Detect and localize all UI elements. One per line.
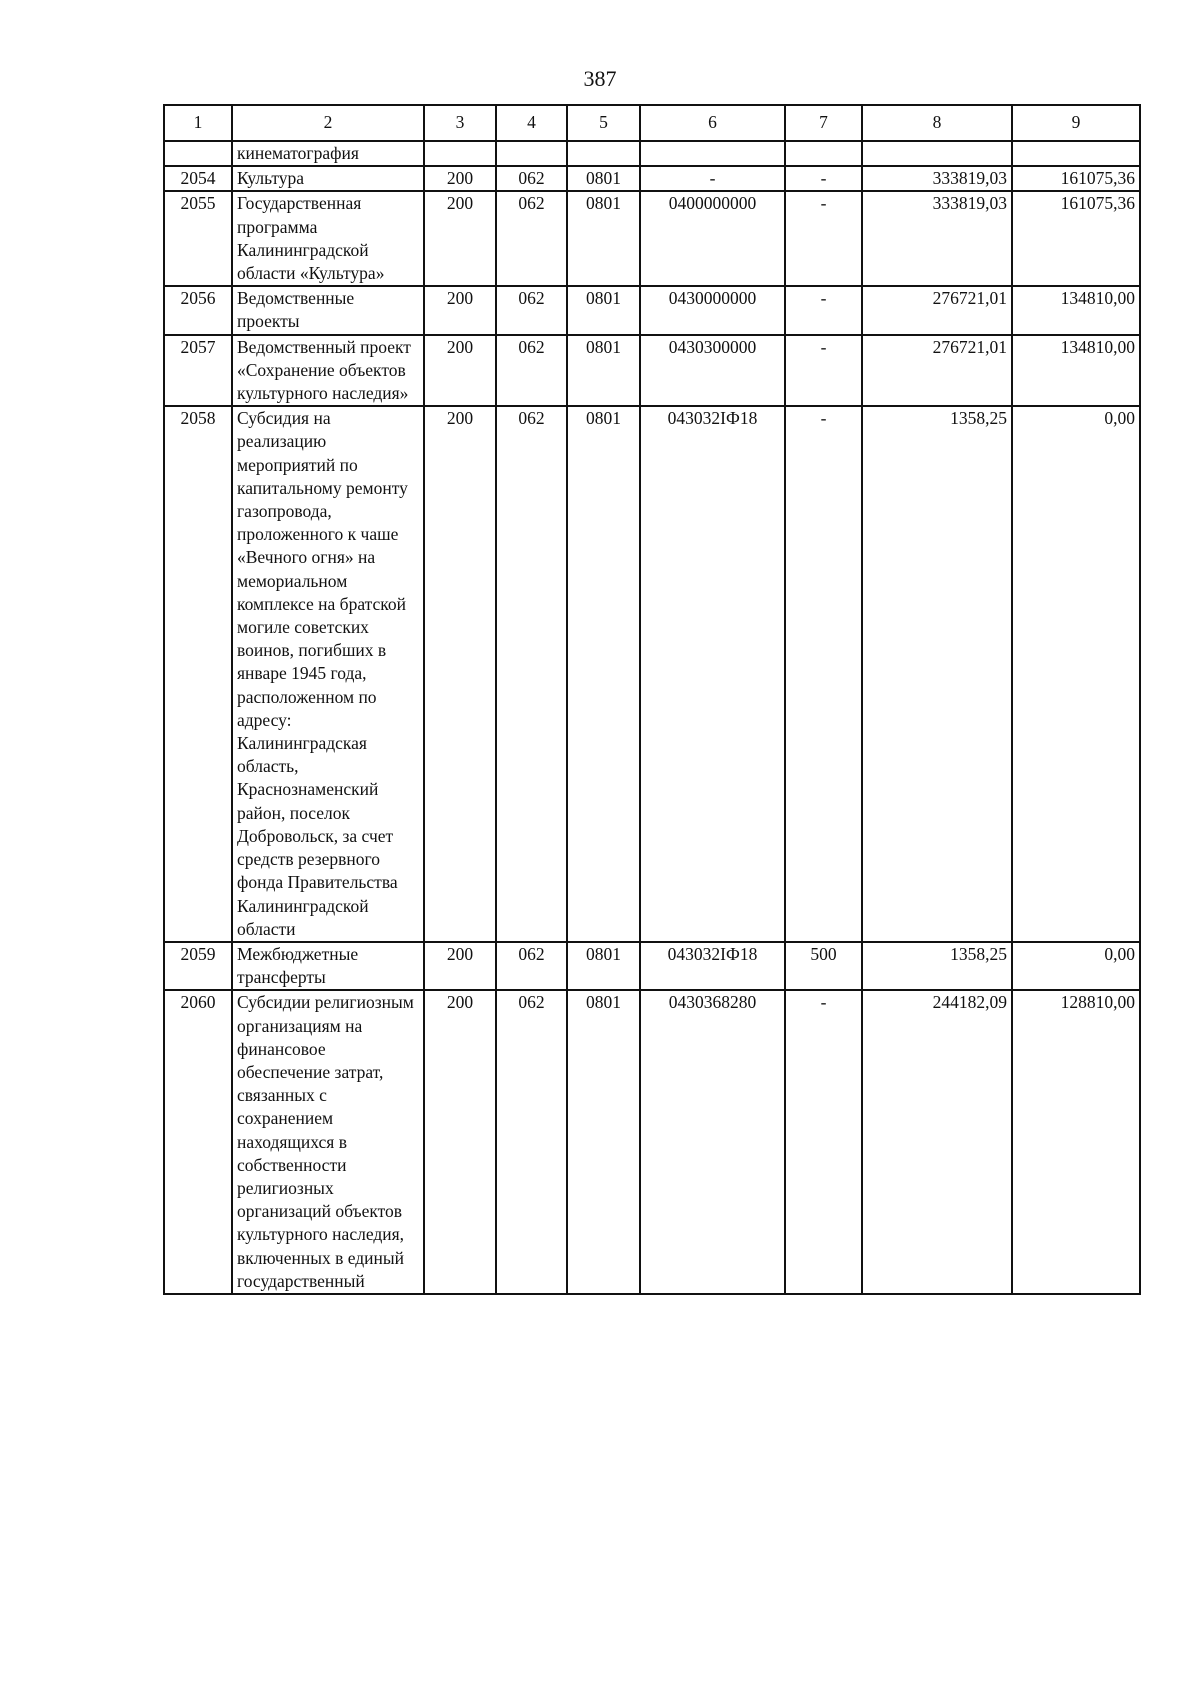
row-col-5: 0801 <box>567 942 640 990</box>
row-name: Культура <box>232 166 424 191</box>
row-col-3: 200 <box>424 942 496 990</box>
row-number: 2056 <box>164 286 232 334</box>
row-name: Государственная программа Калининградской области «Культура» <box>232 191 424 286</box>
table-row <box>164 191 1140 286</box>
row-col-6: 0430000000 <box>640 286 785 334</box>
table-row <box>164 990 1140 1294</box>
row-col-4: 062 <box>496 406 567 942</box>
row-col-6: - <box>640 166 785 191</box>
header-row <box>164 105 1140 141</box>
row-col-7: - <box>785 166 862 191</box>
row-col-4: 062 <box>496 166 567 191</box>
row-number: 2058 <box>164 406 232 942</box>
row-col-7: 500 <box>785 942 862 990</box>
row-name: Субсидия на реализацию мероприятий по капитальному ремонту газопровода, проложенного к чаше «Вечного огня» на мемориальном комплексе на братской могиле советских воинов, погибших в январе 1945 года, расположенном по адресу: Калининградская область, Краснознаменский район, поселок Добровольск, за счет средств резервного фонда Правительства Калининградской области <box>232 406 424 942</box>
row-col-4 <box>496 141 567 166</box>
row-col-3: 200 <box>424 406 496 942</box>
row-col-9: 134810,00 <box>1012 335 1140 407</box>
row-col-9: 0,00 <box>1012 942 1140 990</box>
header-col-8: 8 <box>862 105 1012 141</box>
row-number <box>164 141 232 166</box>
row-number: 2057 <box>164 335 232 407</box>
row-col-8: 1358,25 <box>862 942 1012 990</box>
row-col-7: - <box>785 406 862 942</box>
header-col-9: 9 <box>1012 105 1140 141</box>
row-col-7: - <box>785 286 862 334</box>
row-col-3: 200 <box>424 166 496 191</box>
row-col-7: - <box>785 990 862 1294</box>
header-col-6: 6 <box>640 105 785 141</box>
row-col-8: 276721,01 <box>862 286 1012 334</box>
row-col-4: 062 <box>496 191 567 286</box>
row-col-5: 0801 <box>567 286 640 334</box>
table-row <box>164 166 1140 191</box>
row-col-7: - <box>785 191 862 286</box>
row-col-5: 0801 <box>567 166 640 191</box>
row-col-8: 1358,25 <box>862 406 1012 942</box>
row-number: 2054 <box>164 166 232 191</box>
row-col-6: 0430300000 <box>640 335 785 407</box>
row-col-4: 062 <box>496 286 567 334</box>
table-row <box>164 335 1140 407</box>
row-col-5: 0801 <box>567 990 640 1294</box>
row-col-9: 0,00 <box>1012 406 1140 942</box>
row-col-3: 200 <box>424 335 496 407</box>
page-number: 387 <box>583 66 617 91</box>
row-col-9: 161075,36 <box>1012 191 1140 286</box>
header-col-2: 2 <box>232 105 424 141</box>
row-col-7: - <box>785 335 862 407</box>
table-row <box>164 942 1140 990</box>
row-name: Субсидии религиозным организациям на финансовое обеспечение затрат, связанных с сохранением находящихся в собственности религиозных организаций объектов культурного наследия, включенных в единый государственный <box>232 990 424 1294</box>
row-col-8: 276721,01 <box>862 335 1012 407</box>
row-number: 2059 <box>164 942 232 990</box>
row-col-5 <box>567 141 640 166</box>
row-col-6: 0400000000 <box>640 191 785 286</box>
row-col-5: 0801 <box>567 335 640 407</box>
row-col-8 <box>862 141 1012 166</box>
row-col-6: 043032IФ18 <box>640 406 785 942</box>
row-col-6: 0430368280 <box>640 990 785 1294</box>
row-col-7 <box>785 141 862 166</box>
row-col-9: 161075,36 <box>1012 166 1140 191</box>
row-name: кинематография <box>232 141 424 166</box>
row-col-8: 244182,09 <box>862 990 1012 1294</box>
row-col-3: 200 <box>424 990 496 1294</box>
row-col-3: 200 <box>424 286 496 334</box>
row-col-6 <box>640 141 785 166</box>
header-col-3: 3 <box>424 105 496 141</box>
row-col-9: 128810,00 <box>1012 990 1140 1294</box>
row-col-8: 333819,03 <box>862 191 1012 286</box>
row-col-9 <box>1012 141 1140 166</box>
row-name: Ведомственный проект «Сохранение объектов культурного наследия» <box>232 335 424 407</box>
row-col-9: 134810,00 <box>1012 286 1140 334</box>
row-col-5: 0801 <box>567 406 640 942</box>
row-name: Межбюджетные трансферты <box>232 942 424 990</box>
row-col-5: 0801 <box>567 191 640 286</box>
row-col-4: 062 <box>496 942 567 990</box>
row-col-3 <box>424 141 496 166</box>
header-col-5: 5 <box>567 105 640 141</box>
table-row <box>164 141 1140 166</box>
row-col-6: 043032IФ18 <box>640 942 785 990</box>
header-col-4: 4 <box>496 105 567 141</box>
row-number: 2060 <box>164 990 232 1294</box>
table-row <box>164 286 1140 334</box>
row-col-3: 200 <box>424 191 496 286</box>
table-row <box>164 406 1140 942</box>
row-col-4: 062 <box>496 990 567 1294</box>
budget-table <box>163 104 1141 1295</box>
header-col-7: 7 <box>785 105 862 141</box>
row-number: 2055 <box>164 191 232 286</box>
header-col-1: 1 <box>164 105 232 141</box>
row-col-8: 333819,03 <box>862 166 1012 191</box>
row-name: Ведомственные проекты <box>232 286 424 334</box>
row-col-4: 062 <box>496 335 567 407</box>
